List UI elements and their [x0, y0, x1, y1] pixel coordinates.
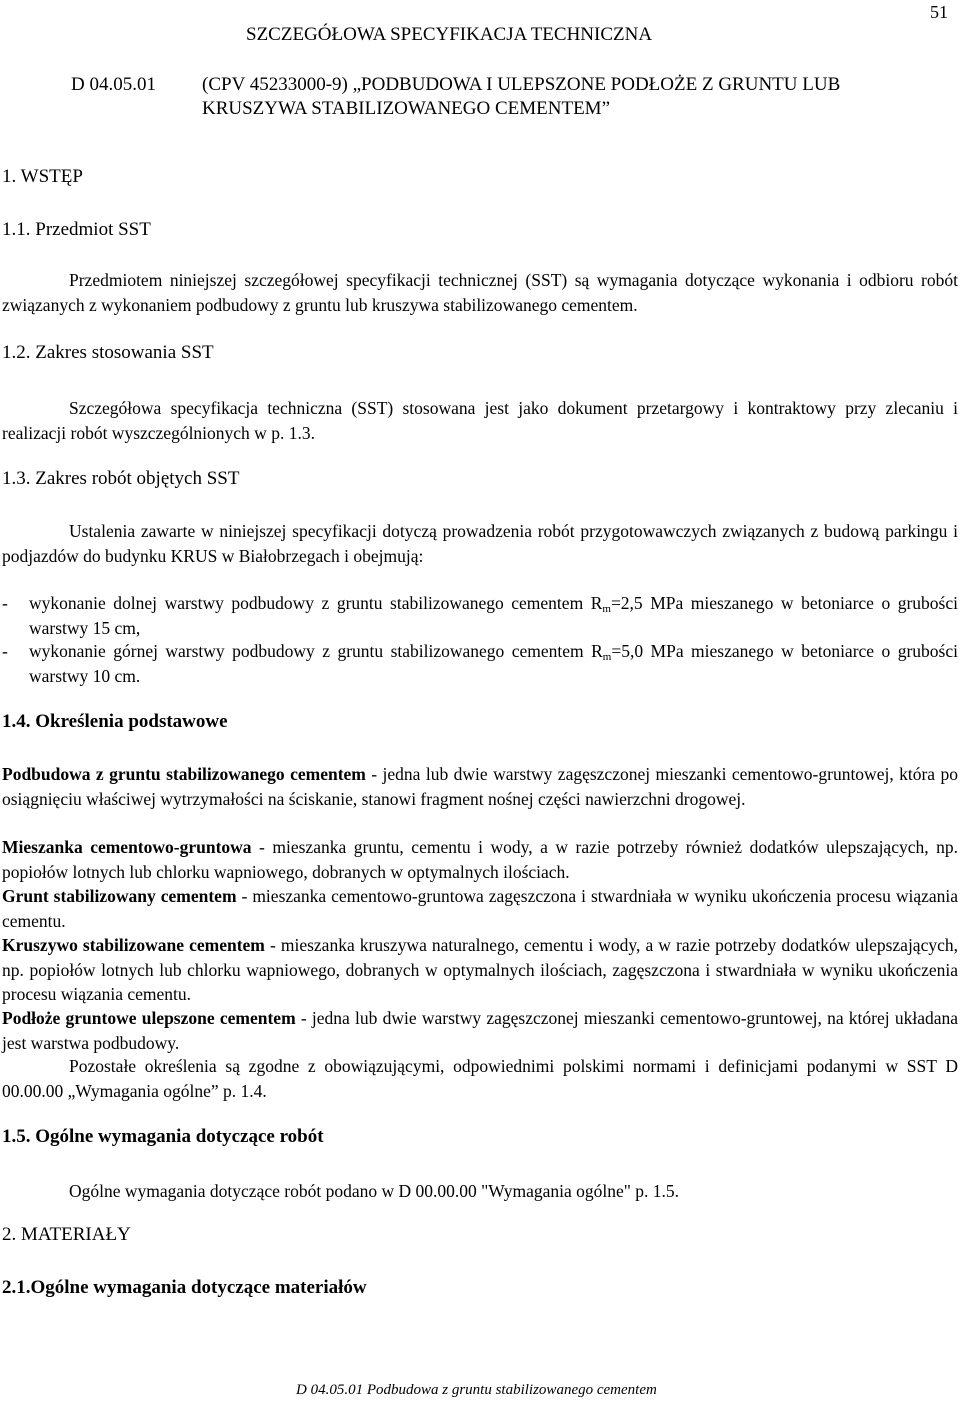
section-1-4-heading: 1.4. Określenia podstawowe	[2, 711, 228, 732]
page-footer: D 04.05.01 Podbudowa z gruntu stabilizowanego cementem	[296, 1382, 657, 1398]
section-1-5-text: Ogólne wymagania dotyczące robót podano w D 00.00.00 "Wymagania ogólne" p. 1.5.	[69, 1181, 680, 1201]
section-2-heading: 2. MATERIAŁY	[2, 1224, 131, 1245]
section-1-3-heading: 1.3. Zakres robót objętych SST	[2, 468, 240, 489]
document-title: SZCZEGÓŁOWA SPECYFIKACJA TECHNICZNA	[246, 24, 653, 45]
bullet-text: wykonanie górnej warstwy podbudowy z gruntu stabilizowanego cementem $R_m=5,0$ MPa mieszanego w betoniarce o grubości warstwy 10 cm.	[29, 641, 958, 686]
definition-4: Kruszywo stabilizowane cementem - mieszanka kruszywa naturalnego, cementu i wody, a w razie potrzeby dodatków ulepszających, np. popiołów lotnych lub chlorku wapniowego, dobranych w optymalnych ilościach, zagęszczona i stwardniała w wyniku ukończenia procesu wiązania cementu.	[2, 935, 958, 1004]
page-number: 51	[930, 2, 948, 22]
section-1-heading: 1. WSTĘP	[2, 166, 83, 187]
definition-3: Grunt stabilizowany cementem - mieszanka cementowo-gruntowa zagęszczona i stwardniała w wyniku ukończenia procesu wiązania cementu.	[2, 886, 958, 931]
spec-cpv-line-2: KRUSZYWA STABILIZOWANEGO CEMENTEM”	[202, 98, 610, 119]
bullet-dash: -	[2, 641, 8, 661]
scope-bullet-2	[2, 639, 958, 688]
bullet-text: wykonanie dolnej warstwy podbudowy z gruntu stabilizowanego cementem $R_m=2,5$ MPa mieszanego w betoniarce o grubości warstwy 15 cm,	[29, 593, 958, 638]
definition-2: Mieszanka cementowo-gruntowa - mieszanka gruntu, cementu i wody, a w razie potrzeby również dodatków ulepszających, np. popiołów lotnych lub chlorku wapniowego, dobranych w optymalnych ilościach.	[2, 837, 958, 882]
definition-5: Podłoże gruntowe ulepszone cementem - jedna lub dwie warstwy zagęszczonej mieszanki cementowo-gruntowej, na której układana jest warstwa podbudowy.	[2, 1008, 959, 1053]
definition-1: Podbudowa z gruntu stabilizowanego cementem - jedna lub dwie warstwy zagęszczonej mieszanki cementowo-gruntowej, która po osiągnięciu właściwej wytrzymałości na ściskanie, stanowi fragment nośnej części nawierzchni drogowej.	[2, 764, 958, 809]
section-1-3-text: Ustalenia zawarte w niniejszej specyfikacji dotyczą prowadzenia robót przygotowawczych związanych z budową parkingu i podjazdów do budynku KRUS w Białobrzegach i obejmują:	[2, 521, 958, 566]
section-2-1-heading: 2.1.Ogólne wymagania dotyczące materiałów	[2, 1277, 367, 1298]
bullet-dash: -	[2, 593, 8, 613]
section-1-5-heading: 1.5. Ogólne wymagania dotyczące robót	[2, 1126, 324, 1147]
definitions-note: Pozostałe określenia są zgodne z obowiązującymi, odpowiednimi polskimi normami i definicjami podanymi w SST D 00.00.00 „Wymagania ogólne” p. 1.4.	[2, 1056, 958, 1101]
spec-cpv-line-1: (CPV 45233000-9) „PODBUDOWA I ULEPSZONE PODŁOŻE Z GRUNTU LUB	[202, 74, 841, 95]
spec-code: D 04.05.01	[71, 74, 156, 95]
section-1-2-heading: 1.2. Zakres stosowania SST	[2, 342, 214, 363]
section-1-2-text: Szczegółowa specyfikacja techniczna (SST) stosowana jest jako dokument przetargowy i kontraktowy przy zlecaniu i realizacji robót wyszczególnionych w p. 1.3.	[2, 398, 958, 443]
section-1-1-heading: 1.1. Przedmiot SST	[2, 219, 151, 240]
section-1-1-text: Przedmiotem niniejszej szczegółowej specyfikacji technicznej (SST) są wymagania dotyczące wykonania i odbioru robót związanych z wykonaniem podbudowy z gruntu lub kruszywa stabilizowanego cementem.	[2, 270, 958, 315]
scope-bullet-1	[2, 591, 958, 640]
